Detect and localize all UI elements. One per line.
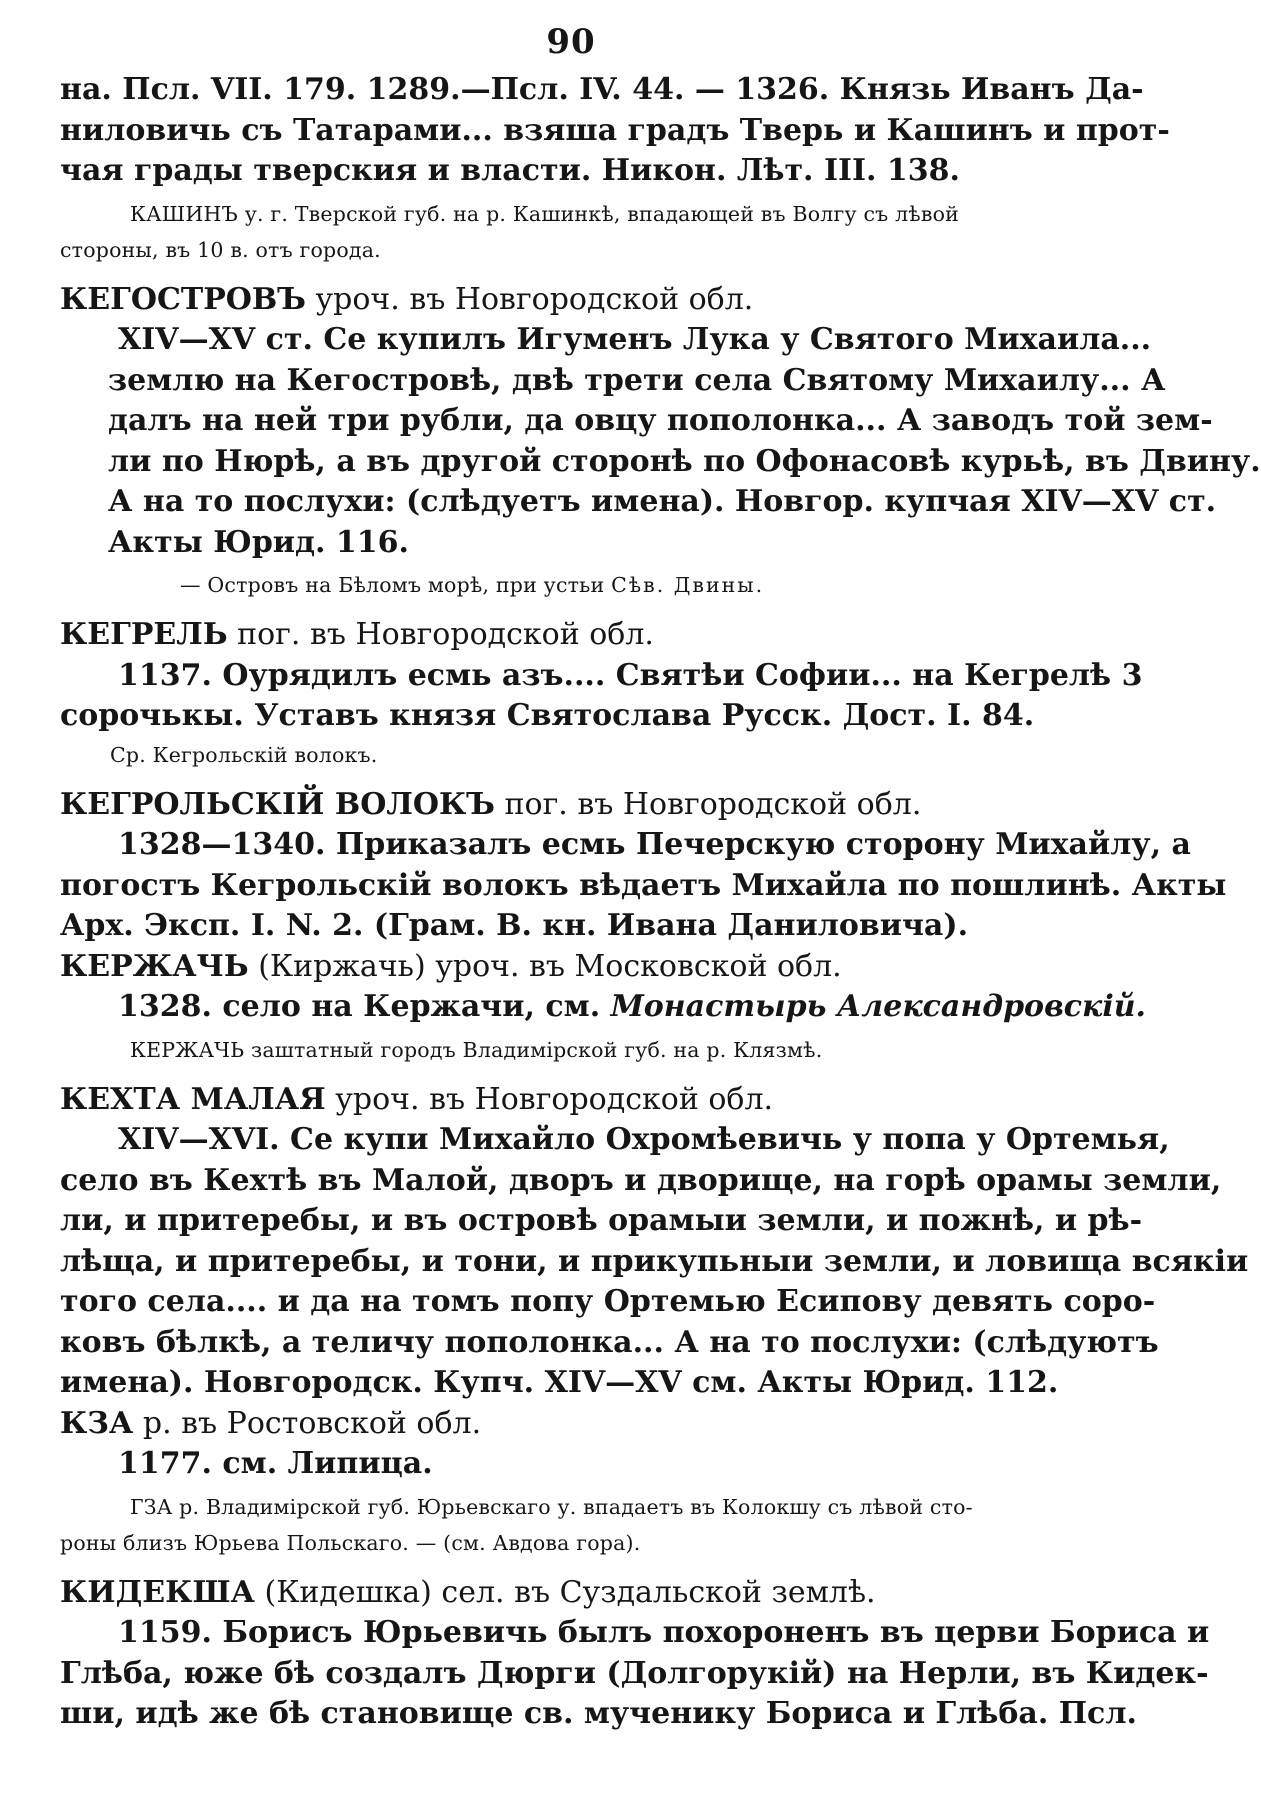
footnote-text: Сѣв. Двины. bbox=[611, 573, 765, 597]
entry-headword: КЕГОСТРОВЪ bbox=[60, 281, 306, 317]
text-line: 1328—1340. Приказалъ есмь Печерскую сторону Михайлу, а bbox=[118, 827, 1191, 862]
text-line: XIV—XV ст. Се купилъ Игуменъ Лука у Святого Михаила... bbox=[118, 322, 1152, 357]
entry-headword: КЕХТА МАЛАЯ bbox=[60, 1081, 326, 1117]
text-line: 1159. Борисъ Юрьевичь былъ похороненъ въ церви Бориса и bbox=[118, 1615, 1210, 1650]
text-line: ши, идѣ же бѣ становище св. мученику Бориса и Глѣба. Псл. bbox=[60, 1696, 1137, 1731]
text-line bbox=[60, 987, 1146, 1028]
entry-heading-kekhta-malaya bbox=[60, 1080, 1082, 1121]
entry-heading-kideksha bbox=[60, 1573, 1082, 1614]
text-line: 1177. см. Липица. bbox=[118, 1446, 433, 1481]
text-line: чая грады тверския и власти. Никон. Лѣт. III. 138. bbox=[60, 153, 960, 188]
text-line: сорочькы. Уставъ князя Святослава Русск. Дост. I. 84. bbox=[60, 698, 1035, 733]
text-line: лѣща, и притеребы, и тони, и прикупьныи земли, и ловища всякіи bbox=[60, 1243, 1249, 1279]
text-line: Акты Юрид. 116. bbox=[108, 524, 409, 560]
entry-heading-kegostrov bbox=[60, 280, 1082, 321]
text-line: ниловичь съ Татарами... взяша градъ Тверь и Кашинъ и прот- bbox=[60, 112, 1170, 148]
page-number: 90 bbox=[546, 22, 596, 62]
text-line: того села.... и да на томъ попу Ортемью Есипову девять соро- bbox=[60, 1284, 1156, 1319]
text-line: имена). Новгородск. Купч. XIV—XV см. Акты Юрид. 112. bbox=[60, 1365, 1059, 1400]
text-segment: 1328. село на Кержачи, см. bbox=[118, 989, 611, 1024]
text-line: Арх. Эксп. I. N. 2. (Грам. В. кн. Ивана Даниловича). bbox=[60, 908, 969, 943]
text-line: XIV—XVI. Се купи Михайло Охромѣевичь у попа у Ортемья, bbox=[118, 1122, 1170, 1157]
text-line: ли по Нюрѣ, а въ другой сторонѣ по Офонасовѣ курьѣ, въ Двину. bbox=[108, 443, 1261, 479]
footnote-line: КАШИНЪ у. г. Тверской губ. на р. Кашинкѣ, впадающей въ Волгу съ лѣвой bbox=[130, 201, 960, 226]
entry-headword: КИДЕКША bbox=[60, 1574, 255, 1610]
text-line: 1137. Оурядилъ есмь азъ.... Святѣи Софии... на Кегрелѣ 3 bbox=[118, 657, 1143, 693]
entry-headword: КЕРЖАЧЬ bbox=[60, 948, 249, 984]
footnote-line: КЕРЖАЧЬ заштатный городъ Владимірской губ. на р. Клязмѣ. bbox=[130, 1037, 823, 1062]
entry-description: пог. въ Новгородской обл. bbox=[494, 786, 922, 822]
entry-description: уроч. въ Новгородской обл. bbox=[305, 281, 754, 317]
text-line: ли, и притеребы, и въ островѣ орамыи земли, и пожнѣ, и рѣ- bbox=[60, 1203, 1143, 1238]
text-line: село въ Кехтѣ въ Малой, дворъ и дворище, на горѣ орамы земли, bbox=[60, 1162, 1222, 1198]
book-page bbox=[60, 22, 1261, 1735]
entry-heading-kegrel bbox=[60, 615, 1082, 656]
entry-heading-kerzhach bbox=[60, 947, 1082, 988]
text-line: ковъ бѣлкѣ, а теличу пополонка... А на то послухи: (слѣдуютъ bbox=[60, 1324, 1159, 1360]
entry-description: р. въ Ростовской обл. bbox=[133, 1405, 482, 1441]
footnote-line: Ср. Кегрольскій волокъ. bbox=[110, 742, 378, 767]
text-line: Глѣба, юже бѣ создалъ Дюрги (Долгорукій) на Нерли, въ Кидек- bbox=[60, 1655, 1209, 1691]
footnote-line: стороны, въ 10 в. отъ города. bbox=[60, 237, 381, 262]
cross-reference: Монастырь Александровскій. bbox=[610, 989, 1146, 1024]
footnote-text: — Островъ на Бѣломъ морѣ, при устьи bbox=[180, 573, 612, 597]
entry-description: (Киржачь) уроч. въ Московской обл. bbox=[248, 948, 842, 984]
entry-heading-kegrolskiy-volok bbox=[60, 785, 1082, 826]
text-line: погостъ Кегрольскій волокъ вѣдаетъ Михайла по пошлинѣ. Акты bbox=[60, 867, 1227, 903]
footnote-line: роны близъ Юрьева Польскаго. — (см. Авдова гора). bbox=[60, 1530, 641, 1555]
footnote-line bbox=[60, 567, 1082, 603]
entry-description: пог. въ Новгородской обл. bbox=[227, 617, 654, 652]
footnote-line: ГЗА р. Владимірской губ. Юрьевскаго у. впадаетъ въ Колокшу съ лѣвой сто- bbox=[130, 1494, 973, 1519]
text-line: на. Псл. VII. 179. 1289.—Псл. IV. 44. — 1326. Князь Иванъ Да- bbox=[60, 72, 1144, 107]
entry-heading-kza bbox=[60, 1404, 1082, 1445]
text-line: землю на Кегостровѣ, двѣ трети села Святому Михаилу... А bbox=[108, 362, 1166, 398]
text-line: А на то послухи: (слѣдуетъ имена). Новгор. купчая XIV—XV ст. bbox=[108, 484, 1217, 519]
text-line: далъ на ней три рубли, да овцу пополонка... А заводъ той зем- bbox=[108, 403, 1213, 438]
entry-headword: КЕГРОЛЬСКІЙ ВОЛОКЪ bbox=[60, 786, 495, 822]
entry-headword: КЗА bbox=[60, 1405, 134, 1441]
entry-description: уроч. въ Новгородской обл. bbox=[325, 1081, 774, 1117]
entry-headword: КЕГРЕЛЬ bbox=[60, 617, 228, 652]
entry-description: (Кидешка) сел. въ Суздальской землѣ. bbox=[254, 1574, 876, 1610]
